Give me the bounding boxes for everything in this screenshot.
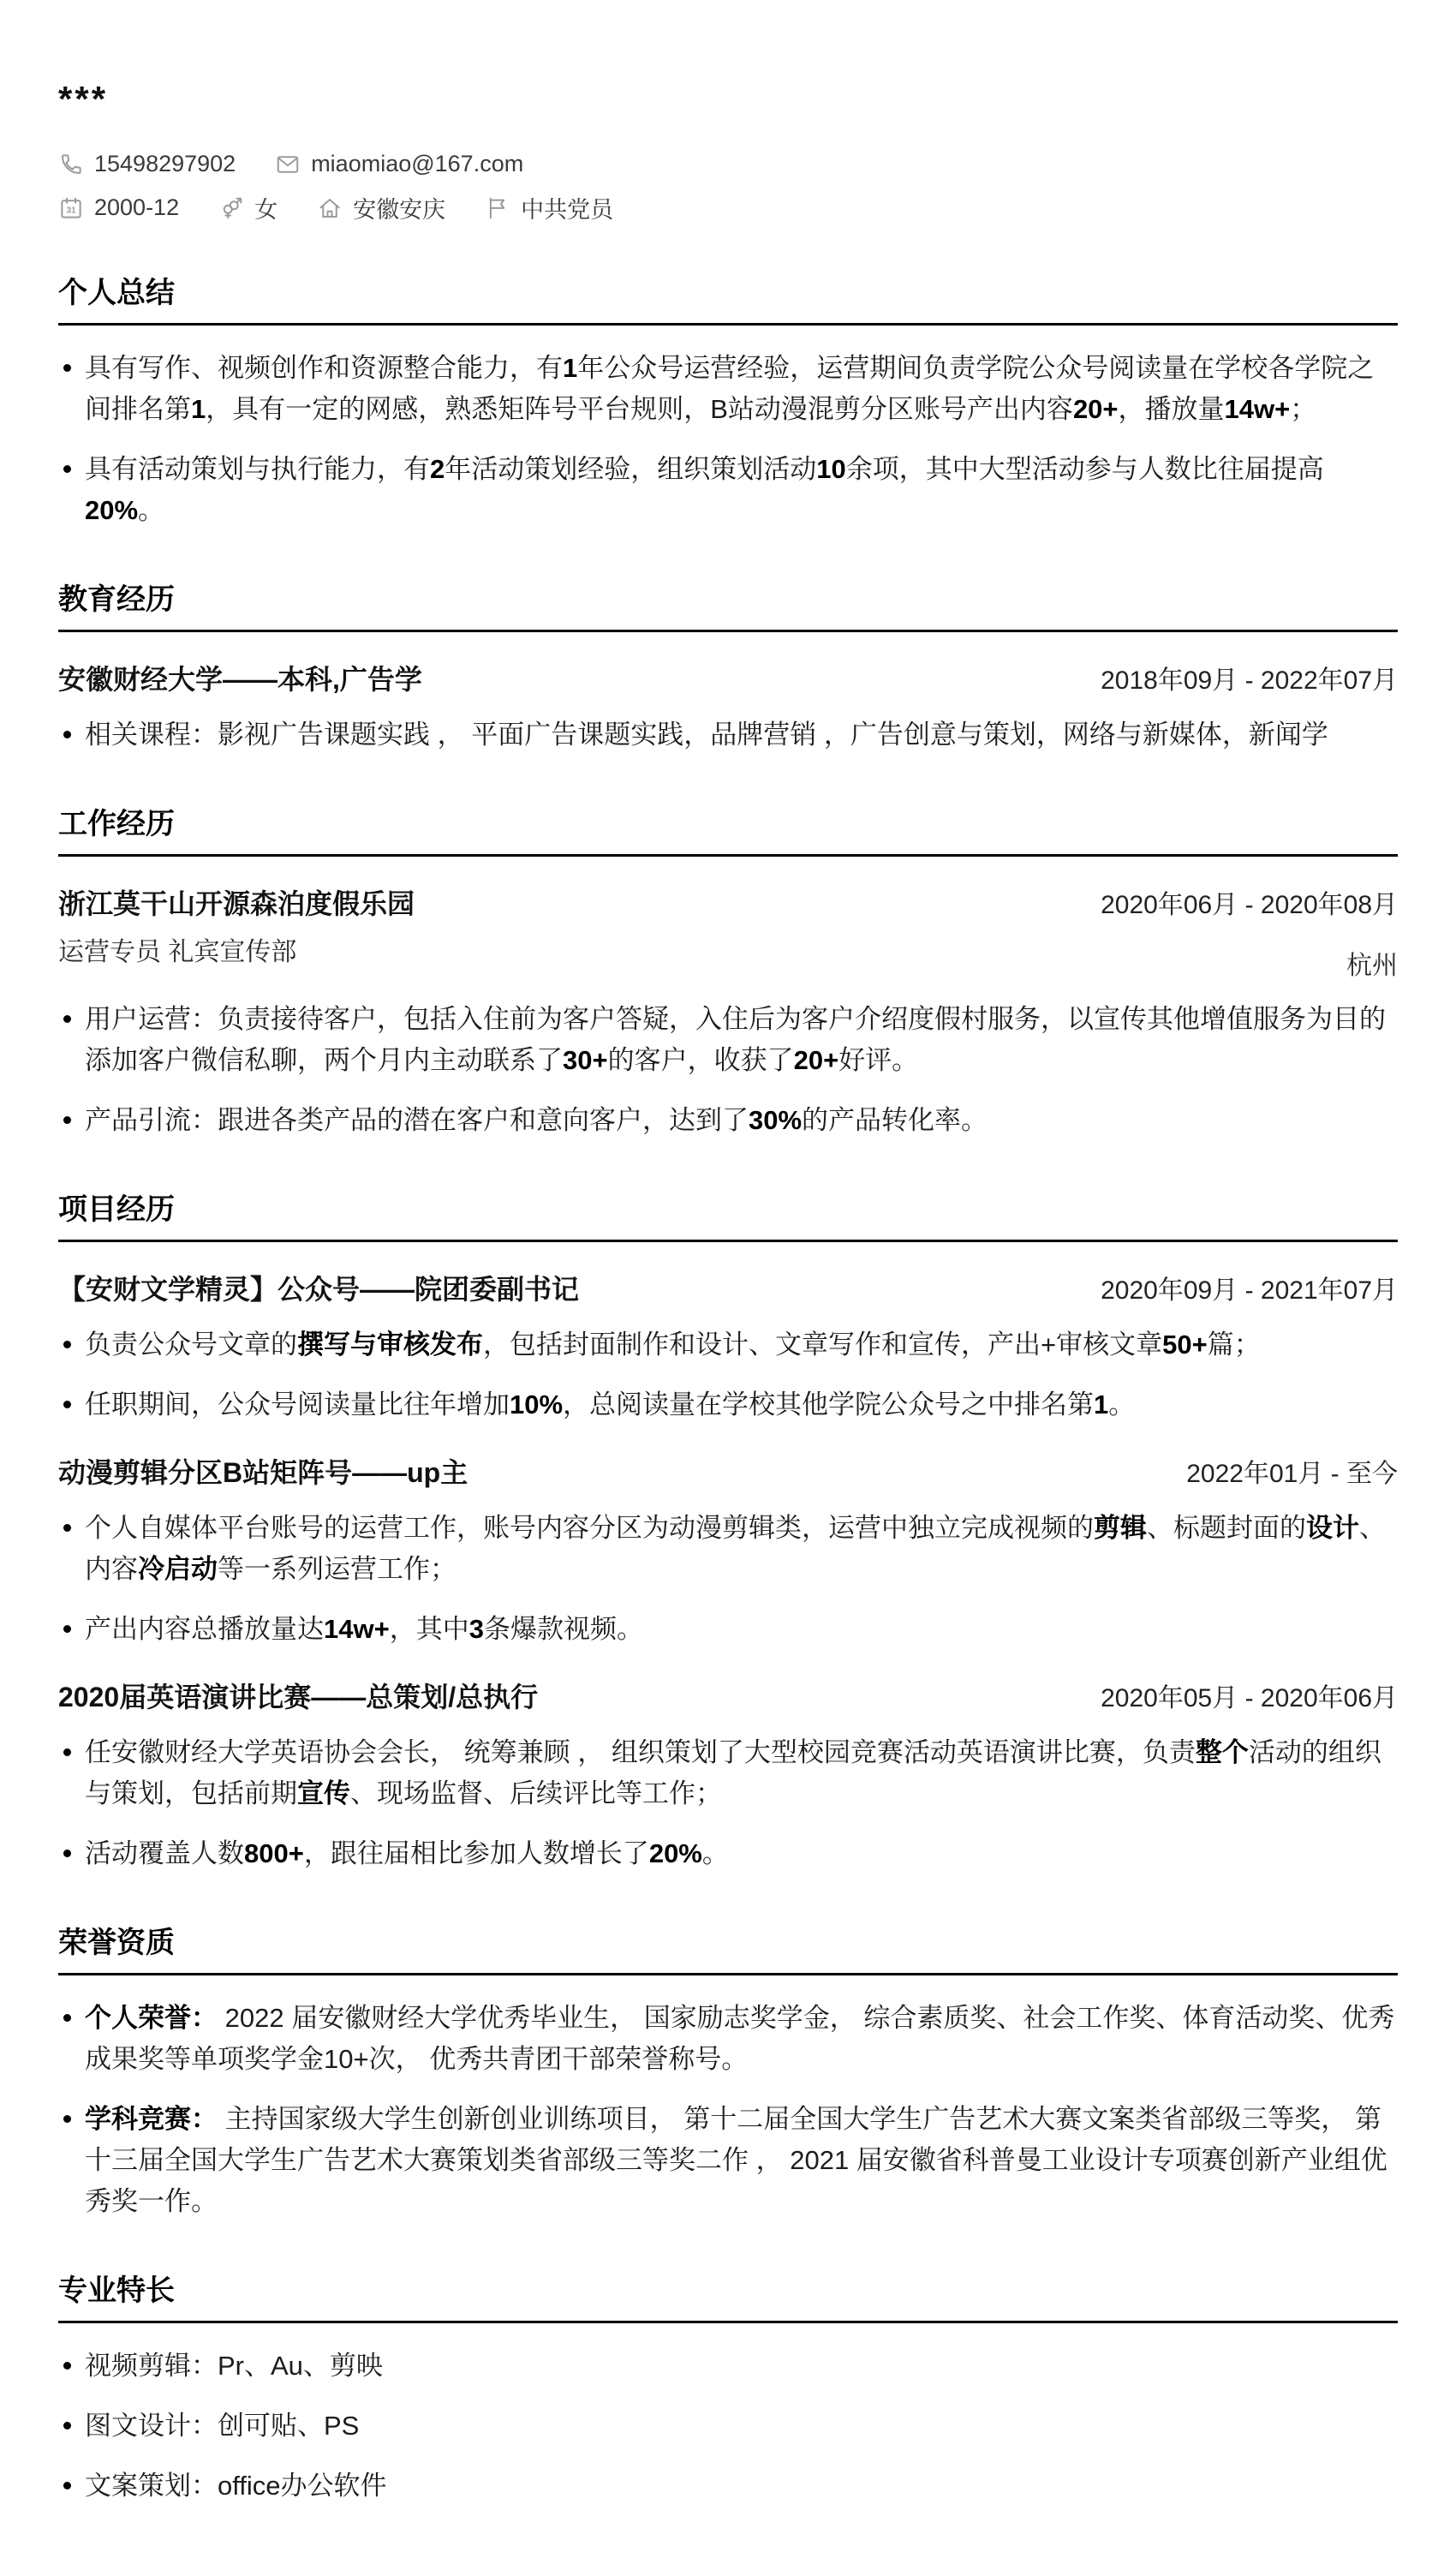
entry-head — [58, 1268, 1398, 1307]
gender-icon — [218, 195, 244, 221]
bullet-text: 任安徽财经大学英语协会会长， 统筹兼顾 ， 组织策划了大型校园竞赛活动英语演讲比赛，负责整个活动的组织与策划，包括前期宣传、现场监督、后续评比等工作； — [85, 1737, 1381, 1808]
entry-head — [58, 1451, 1398, 1491]
entry-head — [58, 882, 1398, 922]
bullet-text: 图文设计：创可贴、PS — [85, 2411, 360, 2441]
flag-icon — [485, 195, 510, 221]
contact-phone — [58, 151, 236, 177]
candidate-name: *** — [58, 79, 109, 119]
bullet-text: 产出内容总播放量达14w+，其中3条爆款视频。 — [85, 1614, 643, 1644]
bullet-text: 产品引流：跟进各类产品的潜在客户和意向客户，达到了30%的产品转化率。 — [85, 1105, 988, 1135]
list-item — [58, 714, 1398, 756]
phone-icon — [58, 152, 84, 177]
work-bullets — [58, 999, 1398, 1141]
project-bullets — [58, 1732, 1398, 1874]
bullet-text: 文案策划：office办公软件 — [85, 2471, 387, 2501]
skills-bullets — [58, 2346, 1398, 2507]
contact-gender — [218, 191, 277, 224]
phone-value: 15498297902 — [94, 151, 236, 176]
project-entry — [58, 1268, 1398, 1425]
section-education — [58, 576, 1398, 756]
svg-text:31: 31 — [66, 206, 76, 216]
entry-date: 2020年09月 - 2021年07月 — [1101, 1276, 1398, 1305]
home-icon — [317, 195, 343, 221]
list-item — [58, 1508, 1398, 1590]
section-honors — [58, 1919, 1398, 2222]
bullet-text: 负责公众号文章的撰写与审核发布，包括封面制作和设计、文章写作和宣传，产出+审核文章50+篇； — [85, 1330, 1261, 1360]
bullet-text: 活动覆盖人数800+，跟往届相比参加人数增长了20%。 — [85, 1838, 729, 1868]
contact-location — [317, 191, 445, 224]
section-title-projects: 项目经历 — [58, 1186, 1398, 1242]
entry-date: 2020年05月 - 2020年06月 — [1101, 1684, 1398, 1712]
list-item — [58, 1609, 1398, 1650]
list-item — [58, 2346, 1398, 2387]
entry-date: 2018年09月 - 2022年07月 — [1101, 666, 1398, 695]
list-item — [58, 348, 1398, 430]
list-item — [58, 1100, 1398, 1141]
list-item — [58, 1384, 1398, 1425]
list-item — [58, 449, 1398, 531]
section-projects — [58, 1186, 1398, 1874]
list-item — [58, 1732, 1398, 1814]
birth-value: 2000-12 — [94, 194, 180, 220]
education-bullets — [58, 714, 1398, 756]
entry-name: 动漫剪辑分区B站矩阵号——up主 — [58, 1457, 468, 1488]
entry-date: 2020年06月 - 2020年08月 — [1101, 891, 1398, 919]
contact-row-1 — [58, 151, 1398, 177]
bullet-text: 任职期间，公众号阅读量比往年增加10%，总阅读量在学校其他学院公众号之中排名第1。 — [85, 1390, 1136, 1419]
entry-name: 安徽财经大学——本科,广告学 — [58, 664, 422, 695]
contact-email — [275, 151, 523, 177]
bullet-text: 相关课程：影视广告课题实践 ， 平面广告课题实践，品牌营销 ，广告创意与策划，网络与新媒体，新闻学 — [85, 720, 1328, 750]
bullet-text: 视频剪辑：Pr、Au、剪映 — [85, 2351, 383, 2381]
gender-value: 女 — [254, 197, 278, 223]
contact-block — [58, 151, 1398, 224]
section-skills — [58, 2267, 1398, 2507]
section-summary — [58, 269, 1398, 531]
honors-bullets — [58, 1998, 1398, 2222]
list-item — [58, 1998, 1398, 2080]
political-value: 中共党员 — [521, 197, 614, 223]
project-entry — [58, 1676, 1398, 1874]
entry-name: 浙江莫干山开源森泊度假乐园 — [58, 888, 415, 919]
bullet-text: 个人荣誉： 2022 届安徽财经大学优秀毕业生， 国家励志奖学金， 综合素质奖、社会工作奖、体育活动奖、优秀成果奖等单项奖学金10+次， 优秀共青团干部荣誉称号。 — [85, 2003, 1395, 2074]
project-bullets — [58, 1324, 1398, 1425]
list-item — [58, 1833, 1398, 1874]
entry-date: 2022年01月 - 至今 — [1186, 1460, 1398, 1488]
project-entry — [58, 1451, 1398, 1650]
list-item — [58, 1324, 1398, 1366]
bullet-text: 具有活动策划与执行能力，有2年活动策划经验，组织策划活动10余项，其中大型活动参与人数比往届提高20%。 — [85, 454, 1324, 525]
entry-head — [58, 1676, 1398, 1715]
section-title-education: 教育经历 — [58, 576, 1398, 632]
bullet-text: 用户运营：负责接待客户，包括入住前为客户答疑，入住后为客户介绍度假村服务，以宣传其他增值服务为目的添加客户微信私聊，两个月内主动联系了30+的客户，收获了20+好评。 — [85, 1004, 1386, 1075]
list-item — [58, 2099, 1398, 2222]
summary-bullets — [58, 348, 1398, 531]
section-work — [58, 800, 1398, 1141]
list-item — [58, 999, 1398, 1081]
list-item — [58, 2406, 1398, 2447]
list-item — [58, 2465, 1398, 2507]
resume-header — [58, 79, 1398, 224]
contact-political — [485, 191, 613, 224]
contact-birth — [58, 194, 179, 221]
project-bullets — [58, 1508, 1398, 1650]
section-title-work: 工作经历 — [58, 800, 1398, 857]
contact-row-2 — [58, 191, 1398, 224]
bullet-text: 个人自媒体平台账号的运营工作，账号内容分区为动漫剪辑类，运营中独立完成视频的剪辑、标题封面的设计、内容冷启动等一系列运营工作； — [85, 1513, 1386, 1584]
education-entry — [58, 658, 1398, 756]
bullet-text: 具有写作、视频创作和资源整合能力，有1年公众号运营经验，运营期间负责学院公众号阅读量在学校各学院之间排名第1，具有一定的网感，熟悉矩阵号平台规则，B站动漫混剪分区账号产出内容20+，播放量14w+； — [85, 353, 1375, 424]
section-title-skills: 专业特长 — [58, 2267, 1398, 2323]
entry-name: 2020届英语演讲比赛——总策划/总执行 — [58, 1682, 539, 1712]
mail-icon — [275, 152, 301, 177]
entry-role: 运营专员 礼宾宣传部 — [58, 938, 297, 966]
calendar-icon — [58, 195, 84, 221]
section-title-summary: 个人总结 — [58, 269, 1398, 326]
entry-name: 【安财文学精灵】公众号——院团委副书记 — [58, 1274, 580, 1305]
location-value: 安徽安庆 — [353, 197, 446, 223]
bullet-text: 学科竞赛： 主持国家级大学生创新创业训练项目， 第十二届全国大学生广告艺术大赛文案类省部级三等奖， 第十三届全国大学生广告艺术大赛策划类省部级三等奖二作 ， 2021 届安徽省科普曼工业设计专项赛创新产业组优秀奖一作。 — [85, 2104, 1387, 2216]
email-value: miaomiao@167.com — [311, 151, 524, 176]
work-entry — [58, 882, 1398, 1141]
entry-subtitle — [58, 930, 1398, 982]
entry-location: 杭州 — [1346, 952, 1398, 980]
entry-head — [58, 658, 1398, 697]
section-title-honors: 荣誉资质 — [58, 1919, 1398, 1975]
